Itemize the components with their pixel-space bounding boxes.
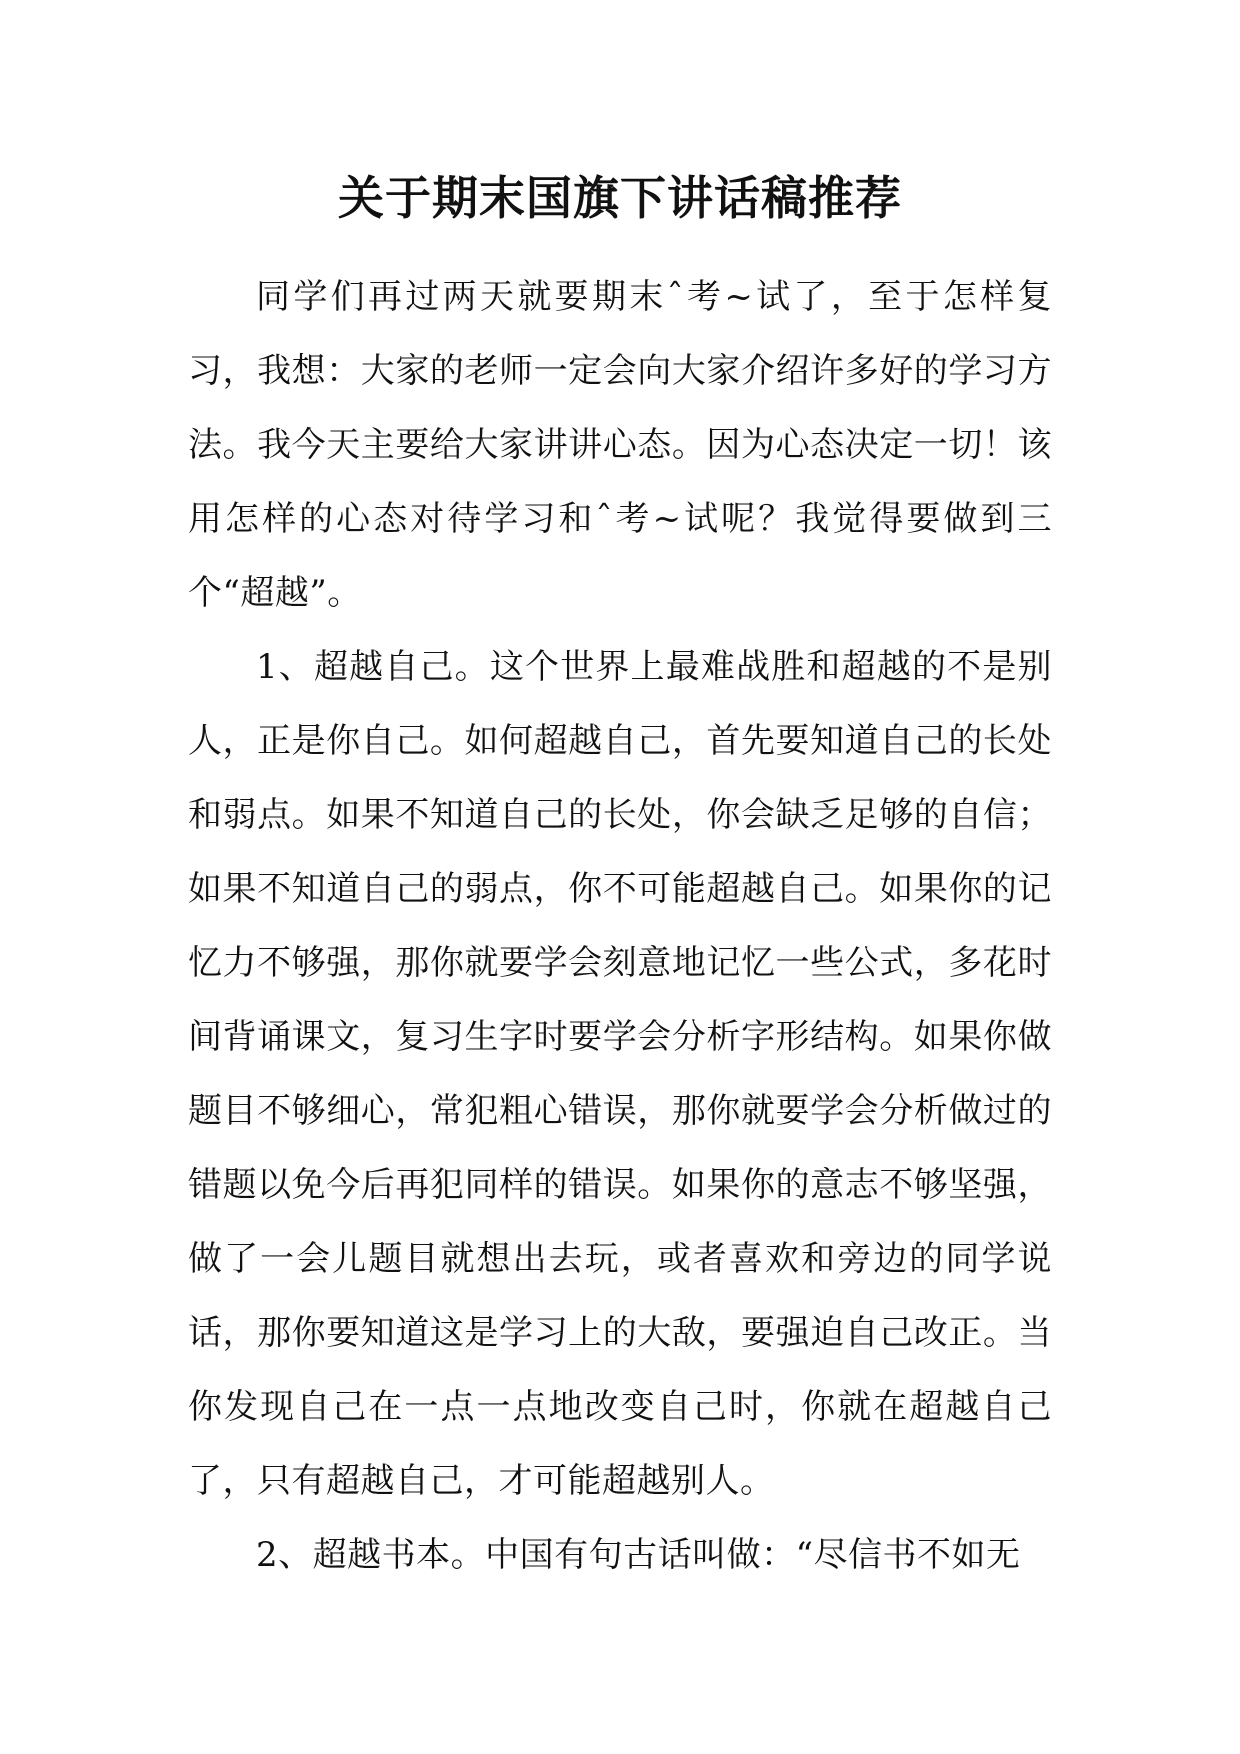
document-body [188,260,1052,1592]
document-title: 关于期末国旗下讲话稿推荐 [338,171,902,225]
paragraph-surpass-books: 2、超越书本。中国有句古话叫做：“尽信书不如无 [256,1535,1021,1575]
paragraph-intro: 同学们再过两天就要期末ˆ考~试了，至于怎样复习，我想：大家的老师一定会向大家介绍许多好的学习方法。我今天主要给大家讲讲心态。因为心态决定一切！该用怎样的心态对待学习和ˆ考~试呢？我觉得要做到三个“超越”。 [188,277,1052,613]
paragraph-surpass-self: 1、超越自己。这个世界上最难战胜和超越的不是别人，正是你自己。如何超越自己，首先要知道自己的长处和弱点。如果不知道自己的长处，你会缺乏足够的自信；如果不知道自己的弱点，你不可能超越自己。如果你的记忆力不够强，那你就要学会刻意地记忆一些公式，多花时间背诵课文，复习生字时要学会分析字形结构。如果你做题目不够细心，常犯粗心错误，那你就要学会分析做过的错题以免今后再犯同样的错误。如果你的意志不够坚强，做了一会儿题目就想出去玩，或者喜欢和旁边的同学说话，那你要知道这是学习上的大敌，要强迫自己改正。当你发现自己在一点一点地改变自己时，你就在超越自己了，只有超越自己，才可能超越别人。 [188,647,1052,1501]
